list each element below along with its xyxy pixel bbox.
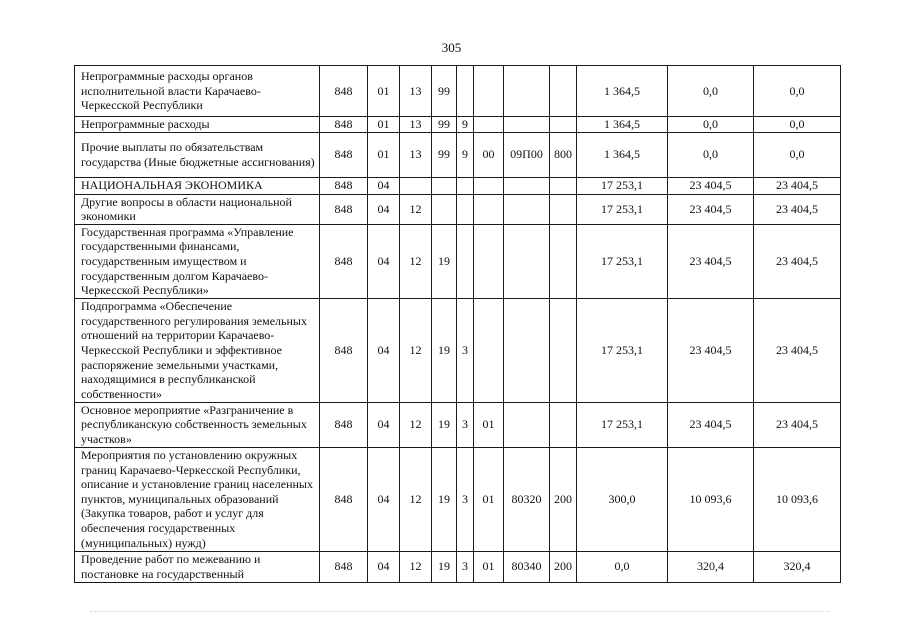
ministry-code-cell: 848 [320, 66, 368, 117]
amount-year-2-cell: 0,0 [668, 66, 754, 117]
direction-code-cell: 80340 [504, 551, 550, 582]
amount-year-2-cell: 0,0 [668, 117, 754, 133]
subprogram-code-cell [457, 177, 474, 194]
section-code-cell: 04 [368, 447, 400, 551]
measure-code-cell: 01 [474, 447, 504, 551]
section-code-cell: 04 [368, 298, 400, 402]
program-code-cell [432, 194, 457, 224]
row-name-cell: НАЦИОНАЛЬНАЯ ЭКОНОМИКА [75, 177, 320, 194]
amount-year-1-cell: 1 364,5 [577, 132, 668, 177]
measure-code-cell [474, 224, 504, 298]
ministry-code-cell: 848 [320, 402, 368, 447]
amount-year-1-cell: 300,0 [577, 447, 668, 551]
budget-table-body [75, 66, 841, 583]
measure-code-cell [474, 117, 504, 133]
subprogram-code-cell: 9 [457, 117, 474, 133]
measure-code-cell [474, 66, 504, 117]
table-row [75, 177, 841, 194]
section-code-cell: 01 [368, 132, 400, 177]
ministry-code-cell: 848 [320, 224, 368, 298]
row-name-cell: Непрограммные расходы [75, 117, 320, 133]
amount-year-1-cell: 1 364,5 [577, 66, 668, 117]
expense-type-cell [550, 177, 577, 194]
subsection-code-cell: 13 [400, 132, 432, 177]
table-row [75, 298, 841, 402]
amount-year-2-cell: 23 404,5 [668, 224, 754, 298]
measure-code-cell: 01 [474, 402, 504, 447]
expense-type-cell [550, 117, 577, 133]
amount-year-3-cell: 0,0 [754, 66, 841, 117]
program-code-cell: 19 [432, 224, 457, 298]
subsection-code-cell: 13 [400, 117, 432, 133]
ministry-code-cell: 848 [320, 194, 368, 224]
amount-year-3-cell: 23 404,5 [754, 224, 841, 298]
amount-year-2-cell: 0,0 [668, 132, 754, 177]
amount-year-3-cell: 0,0 [754, 132, 841, 177]
amount-year-2-cell: 23 404,5 [668, 194, 754, 224]
amount-year-2-cell: 23 404,5 [668, 402, 754, 447]
program-code-cell: 19 [432, 402, 457, 447]
section-code-cell: 04 [368, 177, 400, 194]
program-code-cell: 99 [432, 132, 457, 177]
direction-code-cell: 09П00 [504, 132, 550, 177]
subsection-code-cell: 12 [400, 551, 432, 582]
expense-type-cell: 800 [550, 132, 577, 177]
subsection-code-cell: 12 [400, 194, 432, 224]
direction-code-cell [504, 298, 550, 402]
expense-type-cell [550, 298, 577, 402]
direction-code-cell [504, 224, 550, 298]
expense-type-cell [550, 402, 577, 447]
direction-code-cell [504, 66, 550, 117]
table-row [75, 194, 841, 224]
amount-year-3-cell: 23 404,5 [754, 177, 841, 194]
subsection-code-cell: 12 [400, 298, 432, 402]
amount-year-2-cell: 23 404,5 [668, 177, 754, 194]
section-code-cell: 04 [368, 194, 400, 224]
expense-type-cell [550, 224, 577, 298]
program-code-cell: 99 [432, 66, 457, 117]
row-name-cell: Непрограммные расходы органов исполнительной власти Карачаево-Черкесской Республики [75, 66, 320, 117]
amount-year-2-cell: 23 404,5 [668, 298, 754, 402]
amount-year-3-cell: 23 404,5 [754, 298, 841, 402]
ministry-code-cell: 848 [320, 132, 368, 177]
ministry-code-cell: 848 [320, 117, 368, 133]
amount-year-3-cell: 320,4 [754, 551, 841, 582]
amount-year-3-cell: 23 404,5 [754, 402, 841, 447]
subsection-code-cell: 12 [400, 224, 432, 298]
row-name-cell: Мероприятия по установлению окружных границ Карачаево-Черкесской Республики, описание и установление границ населенных пунктов, муниципальных образований (Закупка товаров, работ и услуг для обеспечения государственных (муниципальных) нужд) [75, 447, 320, 551]
section-code-cell: 04 [368, 224, 400, 298]
amount-year-3-cell: 10 093,6 [754, 447, 841, 551]
subprogram-code-cell: 3 [457, 402, 474, 447]
expense-type-cell [550, 194, 577, 224]
subprogram-code-cell [457, 224, 474, 298]
amount-year-1-cell: 0,0 [577, 551, 668, 582]
amount-year-3-cell: 23 404,5 [754, 194, 841, 224]
ministry-code-cell: 848 [320, 177, 368, 194]
section-code-cell: 01 [368, 66, 400, 117]
table-row [75, 132, 841, 177]
subprogram-code-cell: 3 [457, 298, 474, 402]
amount-year-1-cell: 17 253,1 [577, 177, 668, 194]
subprogram-code-cell [457, 66, 474, 117]
expense-type-cell [550, 66, 577, 117]
subprogram-code-cell: 9 [457, 132, 474, 177]
table-row [75, 551, 841, 582]
section-code-cell: 04 [368, 402, 400, 447]
expense-type-cell: 200 [550, 551, 577, 582]
measure-code-cell [474, 194, 504, 224]
row-name-cell: Проведение работ по межеванию и постановке на государственный [75, 551, 320, 582]
row-name-cell: Другие вопросы в области национальной экономики [75, 194, 320, 224]
subsection-code-cell: 13 [400, 66, 432, 117]
budget-table [74, 65, 841, 583]
amount-year-2-cell: 10 093,6 [668, 447, 754, 551]
subsection-code-cell [400, 177, 432, 194]
direction-code-cell [504, 194, 550, 224]
table-row [75, 66, 841, 117]
measure-code-cell [474, 298, 504, 402]
row-name-cell: Государственная программа «Управление государственными финансами, государственным имуществом и государственным долгом Карачаево-Черкесской Республики» [75, 224, 320, 298]
section-code-cell: 04 [368, 551, 400, 582]
expense-type-cell: 200 [550, 447, 577, 551]
ministry-code-cell: 848 [320, 447, 368, 551]
bottom-divider [90, 611, 830, 612]
table-row [75, 224, 841, 298]
direction-code-cell [504, 177, 550, 194]
table-row [75, 117, 841, 133]
amount-year-3-cell: 0,0 [754, 117, 841, 133]
ministry-code-cell: 848 [320, 551, 368, 582]
subsection-code-cell: 12 [400, 447, 432, 551]
table-row [75, 402, 841, 447]
row-name-cell: Прочие выплаты по обязательствам государства (Иные бюджетные ассигнования) [75, 132, 320, 177]
row-name-cell: Основное мероприятие «Разграничение в республиканскую собственность земельных участков» [75, 402, 320, 447]
ministry-code-cell: 848 [320, 298, 368, 402]
direction-code-cell [504, 402, 550, 447]
program-code-cell: 19 [432, 298, 457, 402]
program-code-cell: 19 [432, 447, 457, 551]
row-name-cell: Подпрограмма «Обеспечение государственного регулирования земельных отношений на территории Карачаево-Черкесской Республики и эффективное распоряжение земельными участками, находящимися в республиканской собственности» [75, 298, 320, 402]
program-code-cell: 99 [432, 117, 457, 133]
table-row [75, 447, 841, 551]
amount-year-1-cell: 17 253,1 [577, 194, 668, 224]
amount-year-1-cell: 17 253,1 [577, 298, 668, 402]
amount-year-1-cell: 17 253,1 [577, 402, 668, 447]
direction-code-cell: 80320 [504, 447, 550, 551]
subprogram-code-cell [457, 194, 474, 224]
measure-code-cell: 01 [474, 551, 504, 582]
direction-code-cell [504, 117, 550, 133]
subsection-code-cell: 12 [400, 402, 432, 447]
program-code-cell [432, 177, 457, 194]
page-number: 305 [441, 40, 462, 55]
amount-year-1-cell: 1 364,5 [577, 117, 668, 133]
subprogram-code-cell: 3 [457, 447, 474, 551]
measure-code-cell [474, 177, 504, 194]
measure-code-cell: 00 [474, 132, 504, 177]
amount-year-2-cell: 320,4 [668, 551, 754, 582]
amount-year-1-cell: 17 253,1 [577, 224, 668, 298]
program-code-cell: 19 [432, 551, 457, 582]
section-code-cell: 01 [368, 117, 400, 133]
subprogram-code-cell: 3 [457, 551, 474, 582]
